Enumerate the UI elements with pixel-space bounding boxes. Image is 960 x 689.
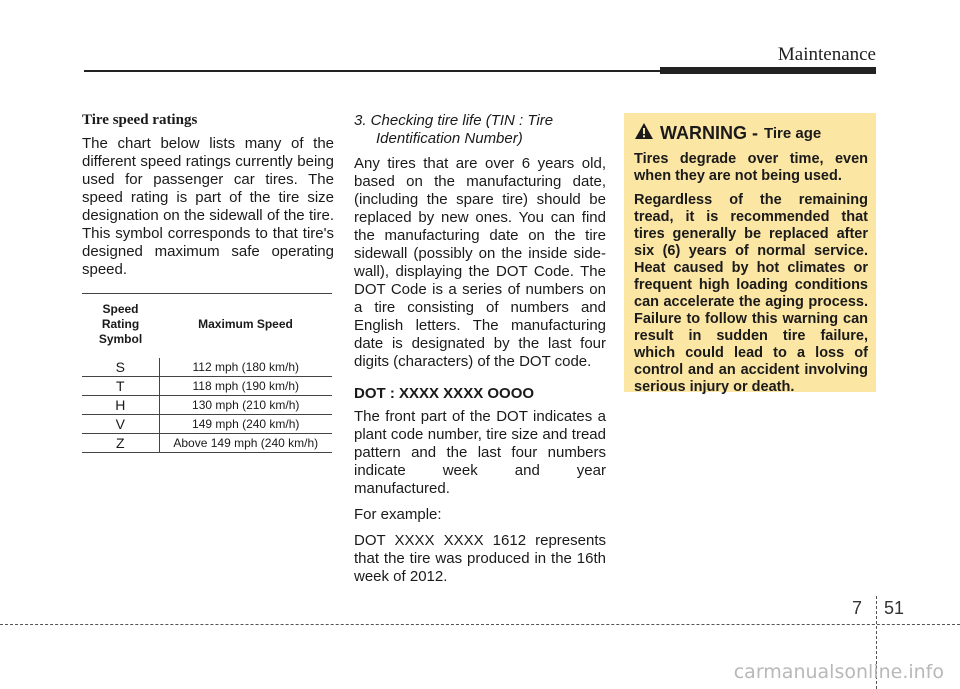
- table-row: [82, 396, 332, 415]
- header-rule-thin: [84, 70, 660, 72]
- example-label: For example:: [354, 506, 442, 523]
- col-header-speed: Maximum Speed: [198, 317, 293, 331]
- speed-rating-table: [82, 293, 332, 453]
- rating-symbol: S: [82, 356, 159, 377]
- tin-paragraph: Any tires that are over 6 years old, based on the manufacturing date, (including the spare tire) should be replaced by new ones. You can find the manufacturing date on the tire sidewall (possibly on the inside side-wall), displaying the DOT Code. The DOT Code is a series of numbers on a tire consisting of numbers and English letters. The manufacturing date is designated by the last four digits (characters) of the DOT code.: [354, 155, 606, 370]
- page-number: 51: [884, 598, 905, 618]
- section-title: Maintenance: [777, 44, 876, 65]
- tin-heading: 3. Checking tire life (TIN : Tire Identification Number): [354, 112, 554, 147]
- rating-symbol: H: [82, 396, 159, 415]
- warning-triangle-icon: [634, 122, 660, 145]
- warning-word: WARNING -: [660, 123, 758, 143]
- col-header-symbol: Speed Rating Symbol: [98, 302, 143, 346]
- table-row: [82, 415, 332, 434]
- max-speed: 130 mph (210 km/h): [159, 396, 332, 415]
- left-column: [82, 112, 334, 453]
- table-row: [82, 377, 332, 396]
- chapter-number: 7: [852, 598, 863, 618]
- middle-column: [354, 112, 606, 594]
- warning-text-1: Tires degrade over time, even when they are not being used.: [634, 151, 868, 184]
- warning-title: [634, 122, 868, 145]
- warning-text-2: Regardless of the remaining tread, it is recommended that tires generally be replaced after six (6) years of normal service. Heat caused by hot climates or frequent high loading conditions can accelerate the aging process. Failure to follow this warning can result in sudden tire failure, which could lead to a loss of control and an accident involving serious injury or death.: [634, 192, 868, 395]
- warning-subject: Tire age: [764, 125, 822, 142]
- header-rule-thick: [660, 67, 876, 74]
- table-header-row: [82, 294, 332, 356]
- tire-speed-intro: The chart below lists many of the different speed ratings currently being used for passenger car tires. The speed rating is part of the tire size designation on the sidewall of the tire. This symbol corresponds to that tire's designed maximum safe operating speed.: [82, 135, 334, 278]
- warning-box: [624, 113, 876, 395]
- max-speed: Above 149 mph (240 km/h): [159, 434, 332, 453]
- example-text: DOT XXXX XXXX 1612 represents that the tire was produced in the 16th week of 2012.: [354, 532, 606, 585]
- max-speed: 112 mph (180 km/h): [159, 356, 332, 377]
- dot-code-heading: DOT : XXXX XXXX OOOO: [354, 385, 535, 402]
- max-speed: 149 mph (240 km/h): [159, 415, 332, 434]
- rating-symbol: Z: [82, 434, 159, 453]
- table-row: [82, 356, 332, 377]
- footer-rule: [0, 624, 960, 625]
- rating-symbol: T: [82, 377, 159, 396]
- dot-explanation: The front part of the DOT indicates a plant code number, tire size and tread pattern and the last four numbers indicate week and year manufactured.: [354, 408, 606, 497]
- max-speed: 118 mph (190 km/h): [159, 377, 332, 396]
- watermark: carmanualsonline.info: [733, 661, 944, 683]
- table-row: [82, 434, 332, 453]
- rating-symbol: V: [82, 415, 159, 434]
- tire-speed-heading: Tire speed ratings: [82, 112, 198, 128]
